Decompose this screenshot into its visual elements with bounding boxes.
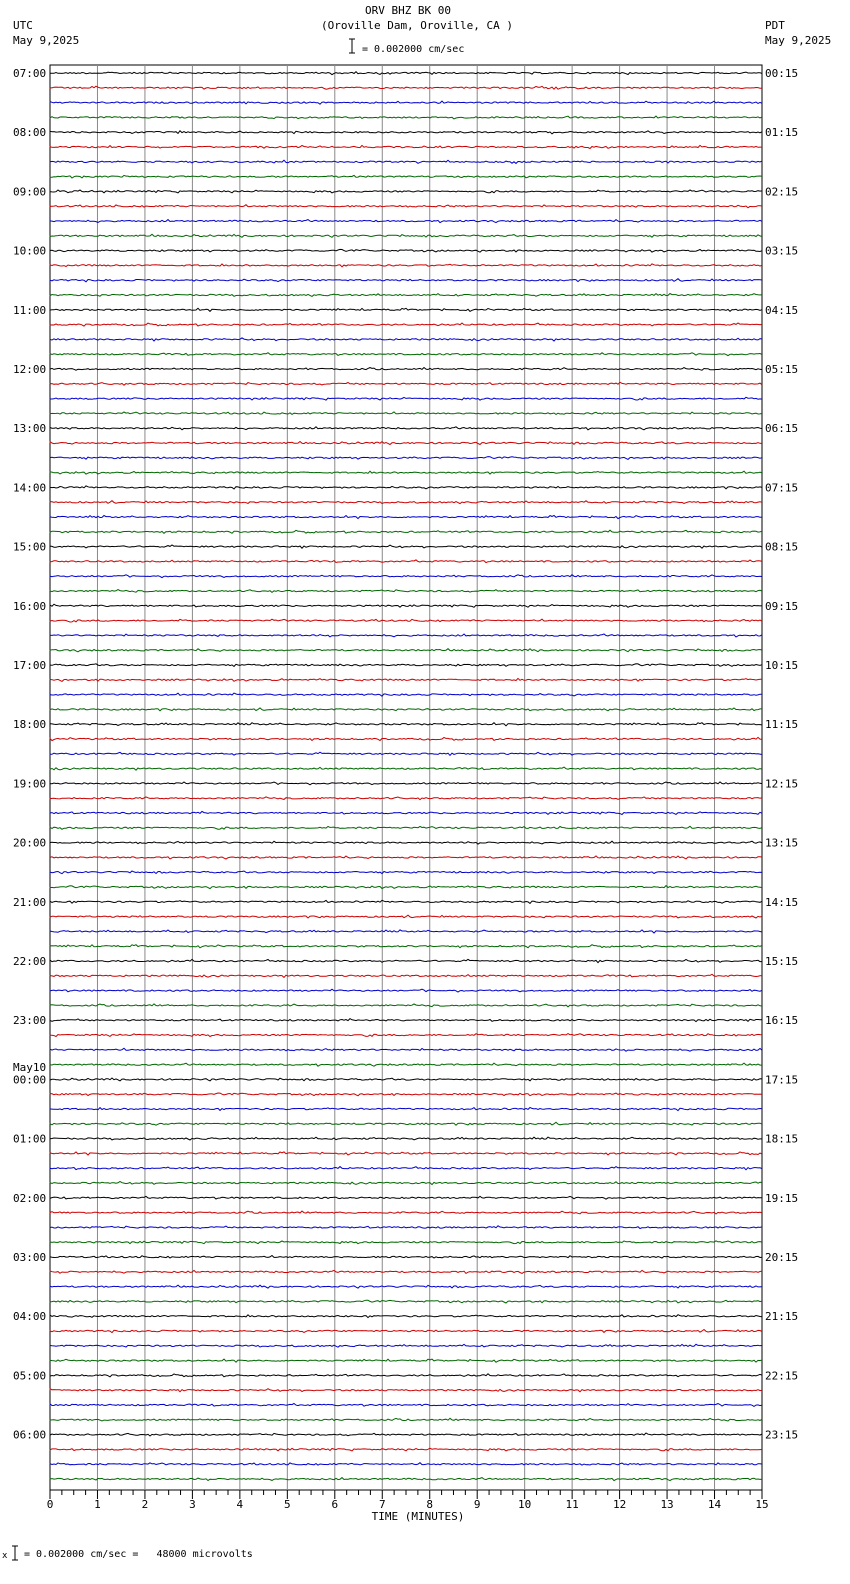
x-tick-label: 8 bbox=[426, 1498, 434, 1511]
trace-line bbox=[50, 1418, 762, 1421]
trace-line bbox=[50, 530, 762, 533]
utc-hour-label: 10:00 bbox=[13, 244, 47, 258]
trace-line bbox=[50, 1034, 762, 1037]
trace-line bbox=[50, 249, 762, 252]
trace-line bbox=[50, 1226, 762, 1229]
trace-line bbox=[50, 767, 762, 770]
scale-bar-icon bbox=[349, 39, 355, 53]
pdt-hour-label: 09:15 bbox=[765, 599, 799, 613]
pdt-hour-label: 04:15 bbox=[765, 303, 799, 317]
trace-line bbox=[50, 678, 762, 681]
minute-gridlines bbox=[97, 65, 714, 1490]
trace-line bbox=[50, 457, 762, 460]
trace-line bbox=[50, 1344, 762, 1347]
plot-frame bbox=[50, 65, 762, 1490]
trace-line bbox=[50, 471, 762, 474]
trace-line bbox=[50, 397, 762, 400]
trace-line bbox=[50, 101, 762, 104]
trace-line bbox=[50, 234, 762, 237]
trace-line bbox=[50, 886, 762, 889]
trace-line bbox=[50, 131, 762, 134]
trace-line bbox=[50, 442, 762, 445]
trace-line bbox=[50, 811, 762, 814]
pdt-hour-label: 08:15 bbox=[765, 540, 799, 554]
utc-hour-label: 11:00 bbox=[13, 303, 47, 317]
utc-hour-label: 08:00 bbox=[13, 126, 47, 140]
scale-label: = 0.002000 cm/sec bbox=[362, 44, 465, 55]
trace-line bbox=[50, 175, 762, 178]
trace-line bbox=[50, 338, 762, 341]
x-tick-label: 3 bbox=[189, 1498, 196, 1511]
pdt-hour-label: 14:15 bbox=[765, 895, 799, 909]
trace-line bbox=[50, 723, 762, 726]
trace-line bbox=[50, 1152, 762, 1155]
pdt-hour-label: 20:15 bbox=[765, 1251, 799, 1264]
x-tick-label: 6 bbox=[331, 1498, 339, 1511]
utc-hour-label: 07:00 bbox=[13, 67, 47, 80]
footer-mark: x bbox=[2, 1551, 8, 1561]
trace-line bbox=[50, 752, 762, 755]
pdt-hour-label: 18:15 bbox=[765, 1132, 799, 1146]
trace-line bbox=[50, 72, 762, 75]
trace-line bbox=[50, 427, 762, 430]
trace-line bbox=[50, 1315, 762, 1318]
trace-line bbox=[50, 279, 762, 282]
trace-line bbox=[50, 1463, 762, 1466]
trace-line bbox=[50, 294, 762, 297]
utc-hour-label: 09:00 bbox=[13, 185, 47, 199]
trace-line bbox=[50, 1285, 762, 1288]
x-axis bbox=[47, 1490, 769, 1511]
utc-hour-label: 00:00 bbox=[13, 1073, 47, 1087]
trace-line bbox=[50, 190, 762, 193]
trace-line bbox=[50, 664, 762, 667]
utc-hour-label: 14:00 bbox=[13, 481, 47, 495]
trace-line bbox=[50, 264, 762, 267]
x-tick-label: 11 bbox=[565, 1498, 579, 1511]
x-tick-label: 5 bbox=[284, 1498, 291, 1511]
pdt-hour-label: 16:15 bbox=[765, 1014, 799, 1028]
trace-line bbox=[50, 1048, 762, 1051]
right-date-label: May 9,2025 bbox=[765, 34, 832, 47]
right-timezone-label: PDT bbox=[765, 19, 785, 32]
trace-line bbox=[50, 1300, 762, 1303]
chart-title: ORV BHZ BK 00 bbox=[364, 4, 452, 17]
pdt-hour-label: 02:15 bbox=[765, 185, 799, 199]
trace-line bbox=[50, 545, 762, 548]
trace-line bbox=[50, 1270, 762, 1273]
trace-line bbox=[50, 1122, 762, 1125]
trace-line bbox=[50, 368, 762, 371]
left-timezone-label: UTC bbox=[13, 19, 33, 32]
pdt-hour-label: 00:15 bbox=[765, 67, 799, 80]
pdt-hour-label: 07:15 bbox=[765, 481, 799, 495]
trace-line bbox=[50, 1478, 762, 1481]
utc-hour-label: 04:00 bbox=[13, 1310, 47, 1324]
x-tick-label: 9 bbox=[473, 1498, 481, 1511]
trace-line bbox=[50, 604, 762, 607]
trace-line bbox=[50, 353, 762, 356]
x-tick-label: 15 bbox=[755, 1498, 769, 1511]
footer-scale-bar-icon bbox=[12, 1546, 18, 1560]
trace-line bbox=[50, 323, 762, 326]
pdt-hour-label: 17:15 bbox=[765, 1073, 799, 1087]
trace-line bbox=[50, 782, 762, 785]
pdt-hour-label: 15:15 bbox=[765, 955, 799, 968]
footer-scale-label: = 0.002000 cm/sec = 48000 microvolts bbox=[24, 1549, 253, 1560]
utc-hour-labels bbox=[13, 67, 46, 1442]
trace-line bbox=[50, 915, 762, 918]
trace-line bbox=[50, 575, 762, 578]
day-change-label: May10 bbox=[13, 1061, 47, 1074]
utc-hour-label: 12:00 bbox=[13, 363, 47, 376]
trace-line bbox=[50, 382, 762, 385]
trace-line bbox=[50, 1182, 762, 1185]
trace-line bbox=[50, 826, 762, 829]
trace-line bbox=[50, 1256, 762, 1259]
trace-line bbox=[50, 930, 762, 933]
trace-line bbox=[50, 560, 762, 563]
utc-hour-label: 17:00 bbox=[13, 659, 47, 672]
trace-line bbox=[50, 145, 762, 148]
utc-hour-label: 20:00 bbox=[13, 836, 47, 850]
trace-line bbox=[50, 841, 762, 844]
trace-line bbox=[50, 797, 762, 800]
trace-line bbox=[50, 1078, 762, 1081]
trace-line bbox=[50, 1019, 762, 1022]
trace-line bbox=[50, 1330, 762, 1333]
trace-line bbox=[50, 1167, 762, 1170]
trace-line bbox=[50, 1137, 762, 1140]
station-subtitle: (Oroville Dam, Oroville, CA ) bbox=[320, 19, 514, 32]
utc-hour-label: 01:00 bbox=[13, 1132, 47, 1146]
trace-line bbox=[50, 649, 762, 652]
trace-line bbox=[50, 205, 762, 208]
pdt-hour-label: 21:15 bbox=[765, 1310, 799, 1324]
trace-line bbox=[50, 220, 762, 223]
x-tick-label: 13 bbox=[660, 1498, 674, 1511]
trace-line bbox=[50, 974, 762, 977]
utc-hour-label: 19:00 bbox=[13, 777, 47, 791]
trace-line bbox=[50, 871, 762, 874]
trace-line bbox=[50, 1374, 762, 1377]
pdt-hour-label: 05:15 bbox=[765, 363, 799, 376]
trace-line bbox=[50, 86, 762, 89]
trace-line bbox=[50, 1211, 762, 1214]
x-tick-label: 1 bbox=[94, 1498, 101, 1511]
trace-lines bbox=[50, 72, 762, 1481]
trace-line bbox=[50, 516, 762, 519]
utc-hour-label: 06:00 bbox=[13, 1428, 47, 1442]
utc-hour-label: 15:00 bbox=[13, 540, 47, 554]
trace-line bbox=[50, 116, 762, 119]
trace-line bbox=[50, 856, 762, 859]
utc-hour-label: 18:00 bbox=[13, 718, 47, 732]
pdt-hour-label: 12:15 bbox=[765, 777, 799, 791]
trace-line bbox=[50, 634, 762, 637]
pdt-hour-labels bbox=[765, 67, 798, 1442]
trace-line bbox=[50, 1108, 762, 1111]
x-tick-label: 10 bbox=[518, 1498, 532, 1511]
x-tick-label: 7 bbox=[378, 1498, 386, 1511]
trace-line bbox=[50, 486, 762, 489]
utc-hour-label: 23:00 bbox=[13, 1014, 47, 1028]
trace-line bbox=[50, 1196, 762, 1199]
trace-line bbox=[50, 693, 762, 696]
utc-hour-label: 03:00 bbox=[13, 1251, 47, 1264]
utc-hour-label: 05:00 bbox=[13, 1369, 47, 1383]
trace-line bbox=[50, 959, 762, 962]
x-tick-label: 2 bbox=[141, 1498, 149, 1511]
pdt-hour-label: 01:15 bbox=[765, 126, 799, 140]
trace-line bbox=[50, 737, 762, 740]
pdt-hour-label: 22:15 bbox=[765, 1369, 799, 1383]
x-tick-label: 4 bbox=[236, 1498, 244, 1511]
pdt-hour-label: 11:15 bbox=[765, 718, 799, 732]
x-tick-label: 0 bbox=[46, 1498, 54, 1511]
left-date-label: May 9,2025 bbox=[13, 34, 80, 47]
trace-line bbox=[50, 708, 762, 711]
trace-line bbox=[50, 1004, 762, 1007]
trace-line bbox=[50, 1389, 762, 1392]
utc-hour-label: 16:00 bbox=[13, 599, 47, 613]
utc-hour-label: 02:00 bbox=[13, 1191, 47, 1205]
trace-line bbox=[50, 1063, 762, 1066]
trace-line bbox=[50, 1433, 762, 1436]
trace-line bbox=[50, 619, 762, 622]
utc-hour-label: 22:00 bbox=[13, 955, 47, 968]
trace-line bbox=[50, 501, 762, 504]
trace-line bbox=[50, 590, 762, 593]
trace-line bbox=[50, 412, 762, 415]
pdt-hour-label: 10:15 bbox=[765, 659, 799, 672]
pdt-hour-label: 23:15 bbox=[765, 1428, 799, 1442]
trace-line bbox=[50, 1241, 762, 1244]
pdt-hour-label: 03:15 bbox=[765, 244, 799, 258]
trace-line bbox=[50, 1404, 762, 1407]
pdt-hour-label: 19:15 bbox=[765, 1191, 799, 1205]
x-tick-label: 12 bbox=[612, 1498, 627, 1511]
trace-line bbox=[50, 1448, 762, 1451]
trace-line bbox=[50, 1093, 762, 1096]
trace-line bbox=[50, 900, 762, 903]
trace-line bbox=[50, 945, 762, 948]
utc-hour-label: 21:00 bbox=[13, 895, 47, 909]
trace-line bbox=[50, 1359, 762, 1362]
x-tick-label: 14 bbox=[707, 1498, 722, 1511]
pdt-hour-label: 13:15 bbox=[765, 836, 799, 850]
utc-hour-label: 13:00 bbox=[13, 422, 47, 436]
pdt-hour-label: 06:15 bbox=[765, 422, 799, 436]
trace-line bbox=[50, 989, 762, 992]
trace-line bbox=[50, 308, 762, 311]
trace-line bbox=[50, 160, 762, 163]
x-axis-title: TIME (MINUTES) bbox=[371, 1510, 465, 1523]
